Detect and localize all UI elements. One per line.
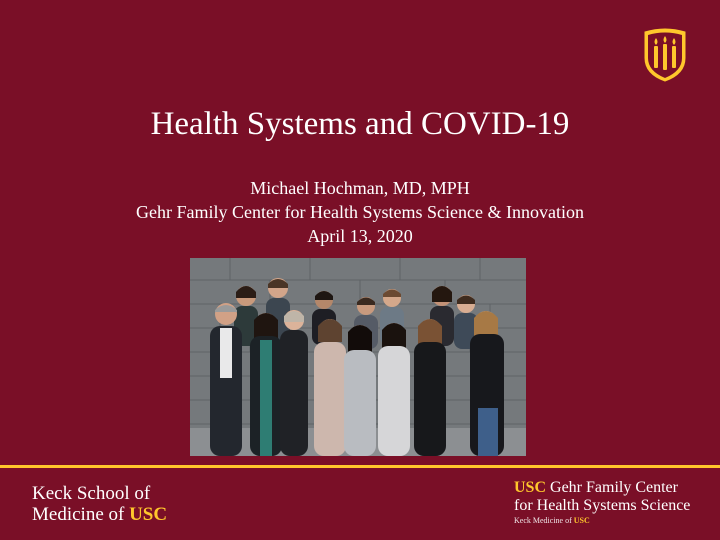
presenter-name: Michael Hochman, MD, MPH <box>250 178 470 198</box>
slide-title: Health Systems and COVID-19 <box>150 106 570 142</box>
keck-school-logo <box>32 483 167 525</box>
gehr-logo-line2: for Health Systems Science <box>514 497 691 514</box>
keck-medicine-usc: USC <box>573 516 590 525</box>
gehr-logo-line1 <box>514 479 690 497</box>
team-photo <box>190 258 526 456</box>
usc-seal-icon <box>642 28 688 82</box>
presentation-date: April 13, 2020 <box>307 226 413 246</box>
keck-logo-medicine-text: Medicine of <box>32 504 130 525</box>
gehr-logo-usc: USC <box>514 479 547 496</box>
keck-logo-line2 <box>32 504 167 525</box>
gehr-logo-keck-medicine <box>514 515 690 526</box>
keck-medicine-text: Keck Medicine of <box>514 516 574 525</box>
subtitle-block <box>0 176 720 248</box>
keck-logo-line1: Keck School of <box>32 483 151 504</box>
keck-logo-usc: USC <box>129 504 168 525</box>
gehr-center-logo <box>514 479 690 526</box>
gehr-logo-center-text: Gehr Family Center <box>546 479 678 496</box>
presenter-affiliation: Gehr Family Center for Health Systems Science & Innovation <box>136 202 584 222</box>
